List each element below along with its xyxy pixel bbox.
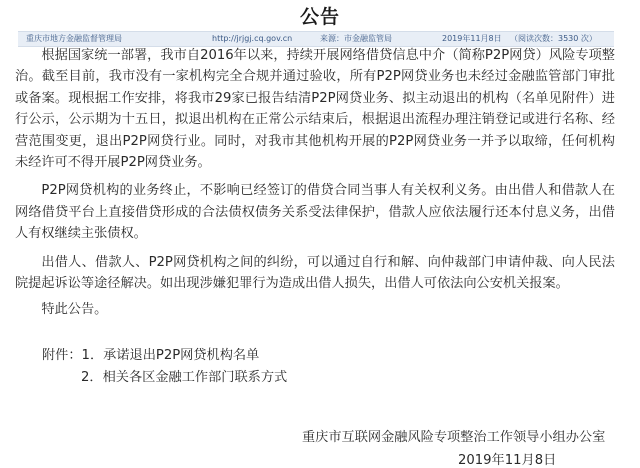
attachment-item: 2．相关各区金融工作部门联系方式 [81,370,288,385]
signature-org: 重庆市互联网金融风险专项整治工作领导小组办公室 [302,430,606,445]
article-body [15,45,615,321]
meta-url[interactable]: http://jrjgj.cq.gov.cn [212,34,293,43]
body-paragraph: P2P网贷机构的业务终止，不影响已经签订的借贷合同当事人有关权利义务。由出借人和借款人在网络借贷平台上直接借贷形成的合法债权债务关系受法律保护，借款人应依法履行还本付息义务，出借人有权继续主张债权。 [15,183,615,242]
body-paragraph: 根据国家统一部署，我市自2016年以来，持续开展网络借贷信息中介（简称P2P网贷）风险专项整治。截至目前，我市没有一家机构完全合规并通过验收，所有P2P网贷业务也未经过金融监管部门审批或备案。现根据工作安排，将我市29家已报告结清P2P网贷业务、拟主动退出的机构（名单见附件）进行公示，公示期为十五日，拟退出机构在正常公示结束后，根据退出流程办理注销登记或进行名称、经营范围变更，退出P2P网贷行业。同时，对我市其他机构开展的P2P网贷业务一并予以取缔，任何机构未经许可不得开展P2P网贷业务。 [15,48,615,171]
attachment-item: 附件：1．承诺退出P2P网贷机构名单 [42,348,260,363]
meta-source: 来源：市金融监管局 [320,34,392,43]
body-paragraph: 出借人、借款人、P2P网贷机构之间的纠纷，可以通过自行和解、向仲裁部门申请仲裁、向人民法院提起诉讼等途径解决。如出现涉嫌犯罪行为造成出借人损失，出借人可依法向公安机关报案。 [15,254,615,292]
meta-publisher: 重庆市地方金融监督管理局 [26,34,122,43]
meta-date: 2019年11月8日 [442,34,502,43]
meta-views: （阅读次数：3530 次） [510,34,597,43]
closing-statement: 特此公告。 [41,302,108,318]
page-title: 公告 [299,6,340,28]
signature-date: 2019年11月8日 [458,453,557,468]
